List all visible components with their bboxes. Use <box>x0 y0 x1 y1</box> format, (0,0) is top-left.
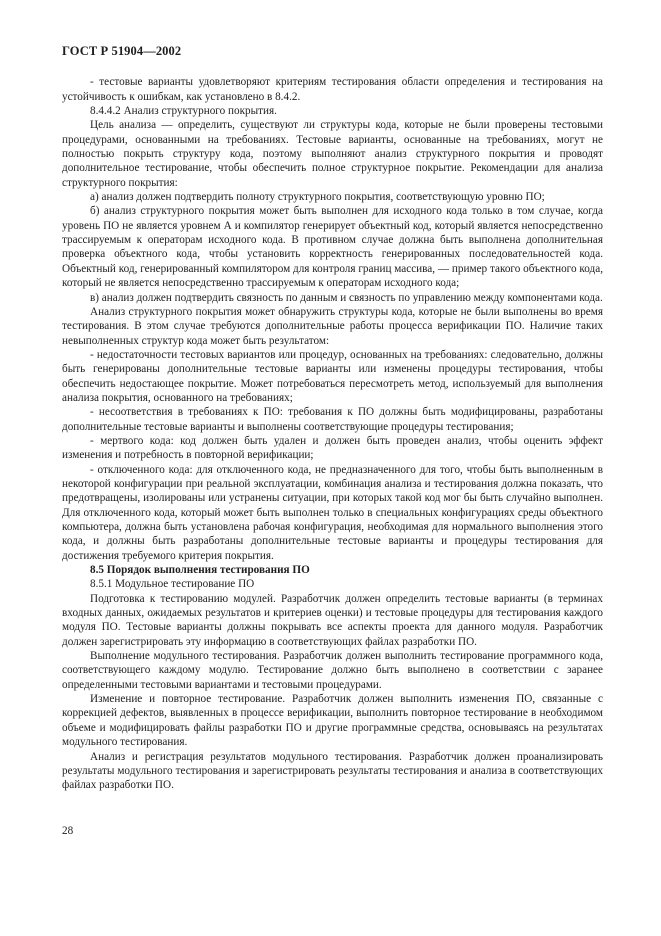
paragraph: - несоответствия в требованиях к ПО: требования к ПО должны быть модифицированы, разработаны дополнительные тестовые варианты и выполнены соответствующие процедуры тестирования; <box>62 406 603 433</box>
paragraph: а) анализ должен подтвердить полноту структурного покрытия, соответствующую уровню ПО; <box>90 191 545 204</box>
paragraph: Изменение и повторное тестирование. Разработчик должен выполнить изменения ПО, связанные с коррекцией дефектов, выявленных в процессе верификации, выполнить повторное тестирование в необходимом объеме и модифицировать файлы разработки ПО и другие программные средства, основываясь на результатах модульного тестирования. <box>62 693 603 749</box>
section-heading: 8.5 Порядок выполнения тестирования ПО <box>90 564 310 577</box>
paragraph: - отключенного кода: для отключенного кода, не предназначенного для того, чтобы быть выполненным в некоторой конфигурации при реальной эксплуатации, комбинация анализа и тестирования должна показать, что предотвращены, изолированы или устранены ситуации, при которых такой код мог бы быть случайно выполнен. Для отключенного кода, который может быть выполнен только в специальных конфигурациях среды объектного компьютера, должна быть установлена рабочая конфигурация, необходимая для нормального выполнения этого кода, и должны быть разработаны дополнительные тестовые варианты и процедуры тестирования для достижения требуемого критерия покрытия. <box>62 463 603 562</box>
paragraph: Цель анализа — определить, существуют ли структуры кода, которые не были проверены тестовыми процедурами, основанными на требованиях. Тестовые варианты, основанные на требованиях, могут не полностью покрыть структуру кода, поэтому выполняют анализ структурного покрытия и проводят дополнительное тестирование, чтобы обеспечить полное структурное покрытие. Рекомендации для анализа структурного покрытия: <box>62 119 603 189</box>
document-body <box>62 75 603 792</box>
paragraph: в) анализ должен подтвердить связность по данным и связность по управлению между компонентами кода. <box>90 291 603 304</box>
paragraph: Анализ структурного покрытия может обнаружить структуры кода, которые не были выполнены во время тестирования. В этом случае требуются дополнительные работы процесса верификации ПО. Наличие таких невыполненных структур кода может быть результатом: <box>62 305 603 347</box>
standard-header: ГОСТ Р 51904—2002 <box>62 44 182 58</box>
paragraph: - тестовые варианты удовлетворяют критериям тестирования области определения и тестирования на устойчивость к ошибкам, как установлено в 8.4.2. <box>62 76 603 103</box>
paragraph: Анализ и регистрация результатов модульного тестирования. Разработчик должен проанализировать результаты модульного тестирования и зарегистрировать результаты тестирования и анализа в соответствующих файлах разработки ПО. <box>62 750 603 792</box>
paragraph: - недостаточности тестовых вариантов или процедур, основанных на требованиях: следовательно, должны быть генерированы дополнительные тестовые варианты или изменены процедуры тестирования, чтобы обеспечить недостающее покрытие. Может потребоваться пересмотреть метод, используемый для выполнения анализа покрытия, основанного на требованиях; <box>62 348 603 404</box>
page-number: 28 <box>62 825 74 837</box>
paragraph: Подготовка к тестированию модулей. Разработчик должен определить тестовые варианты (в терминах входных данных, ожидаемых результатов и критериев оценки) и тестовые процедуры для тестирования каждого модуля ПО. Тестовые варианты должны покрывать все аспекты проекта для данного модуля. Разработчик должен зарегистрировать эту информацию в соответствующих файлах разработки ПО. <box>62 592 603 648</box>
paragraph: Выполнение модульного тестирования. Разработчик должен выполнить тестирование программного кода, соответствующего каждому модулю. Тестирование должно быть выполнено в соответствии с заранее определенными тестовыми вариантами и тестовыми процедурами. <box>62 650 603 691</box>
paragraph: б) анализ структурного покрытия может быть выполнен для исходного кода только в том случае, когда уровень ПО не является уровнем А и компилятор генерирует объектный код, который является непосредственно трассируемым к операторам исходного кода. В противном случае должна быть выполнена дополнительная проверка объектного кода, чтобы установить корректность генерированных последовательностей кода. Объектный код, генерированный компилятором для контроля границ массива, — пример такого объектного кода, который не является непосредственно трассируемым к операторам исходного кода; <box>62 205 603 290</box>
paragraph: 8.5.1 Модульное тестирование ПО <box>90 578 255 591</box>
paragraph: - мертвого кода: код должен быть удален и должен быть проведен анализ, чтобы оценить эффект изменения и потребность в повторной верификации; <box>62 434 603 462</box>
paragraph: 8.4.4.2 Анализ структурного покрытия. <box>90 105 277 118</box>
